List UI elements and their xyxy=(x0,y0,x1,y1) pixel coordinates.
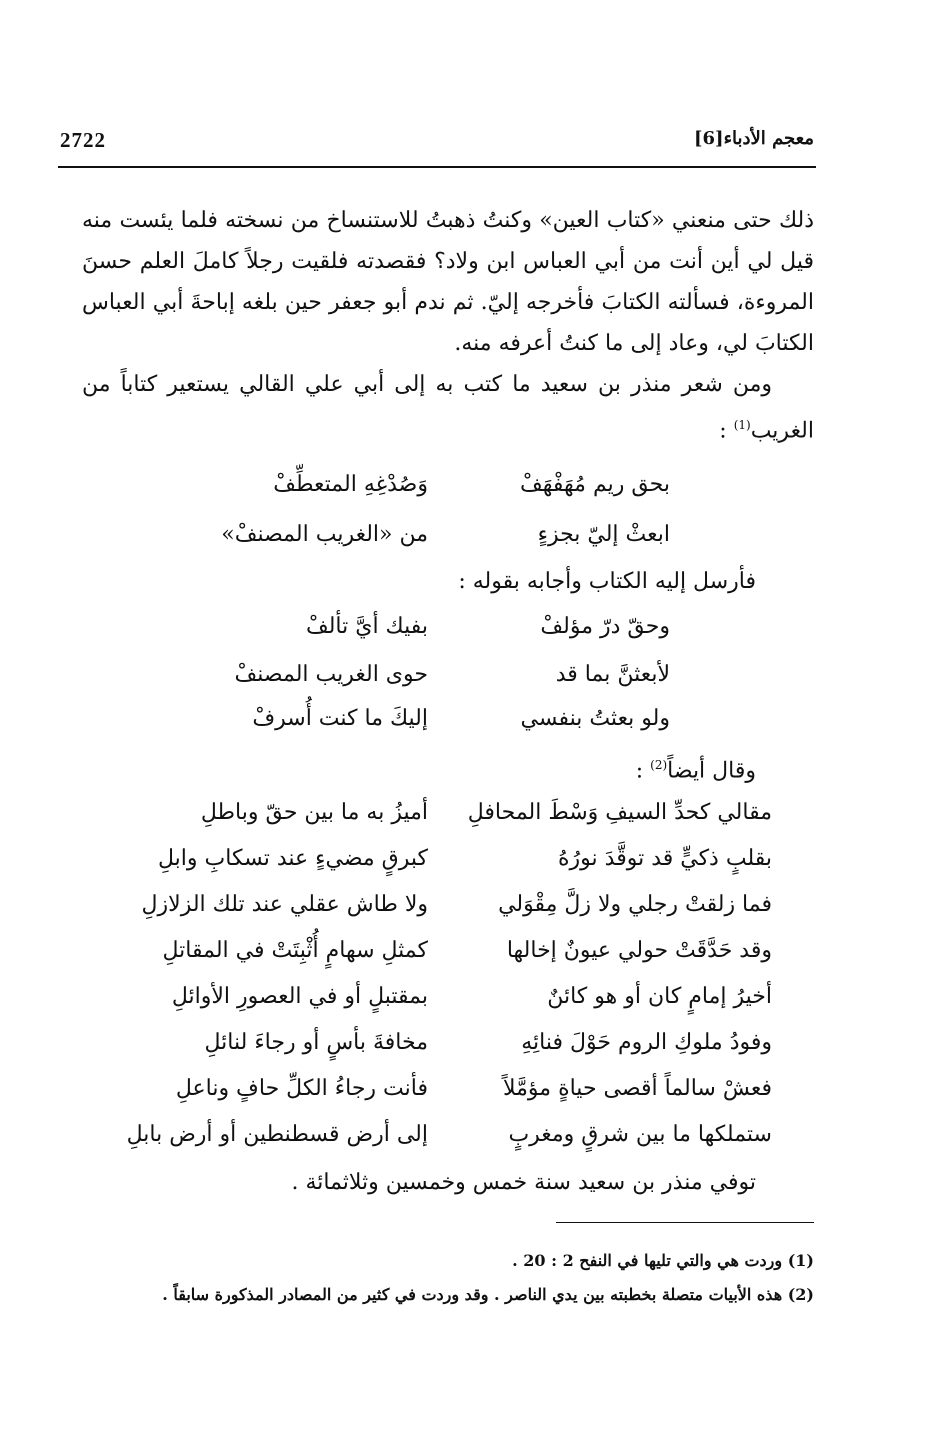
prose-block xyxy=(82,200,814,451)
also-caption-text: وقال أيضاً xyxy=(667,758,756,784)
running-header xyxy=(60,128,814,156)
verse-second-hemistich: فأنت رجاءُ الكلِّ حافٍ وناعلِ xyxy=(175,1076,428,1101)
verse-second-hemistich: إليكَ ما كنت أُسرفْ xyxy=(252,706,428,731)
poem3-verse xyxy=(0,836,938,882)
poem3-verse xyxy=(0,1066,938,1112)
paragraph-1: ذلك حتى منعني «كتاب العين» وكنتُ ذهبتُ للاستنساخ من نسخته فلما يئست منه قيل لي أين أنت من أبي العباس ابن ولاد؟ فقصدته فلقيت رجلاً كاملَ العلم حسنَ المروءة، فسألته الكتابَ فأخرجه إليّ. ثم ندم أبو جعفر حين بلغه إباحةَ أبي العباس الكتابَ لي، وعاد إلى ما كنتُ أعرفه منه. xyxy=(82,208,814,356)
verse-second-hemistich: من «الغريب المصنفْ» xyxy=(221,522,428,547)
verse-first-hemistich: فما زلقتْ رجلي ولا زلَّ مِقْوَلي xyxy=(498,892,772,917)
running-title: معجم الأدباء[6] xyxy=(693,128,814,149)
poem3-verse xyxy=(0,1112,938,1158)
verse-second-hemistich: إلى أرض قسطنطين أو أرض بابلِ xyxy=(126,1122,428,1147)
paragraph-2-text: ومن شعر منذر بن سعيد ما كتب به إلى أبي علي القالي يستعير كتاباً من الغريب xyxy=(82,372,814,444)
footnote-ref-2: (2) xyxy=(650,758,668,772)
poem3-verse xyxy=(0,1020,938,1066)
verse-first-hemistich: وحقّ درّ مؤلفْ xyxy=(540,614,670,639)
verse-first-hemistich: فعشْ سالماً أقصى حياةٍ مؤمَّلاً xyxy=(503,1076,772,1101)
poem1-verse xyxy=(0,512,938,558)
verse-first-hemistich: وفودُ ملوكِ الروم حَوْلَ فنائِهِ xyxy=(521,1030,772,1055)
footnote-ref-1: (1) xyxy=(733,418,751,432)
verse-second-hemistich: وَصُدْغِهِ المتعطِّفْ xyxy=(273,472,428,497)
verse-first-hemistich: ولو بعثتُ بنفسي xyxy=(520,706,670,731)
verse-first-hemistich: مقالي كحدِّ السيفِ وَسْطَ المحافلِ xyxy=(467,800,772,825)
paragraph-2-colon: : xyxy=(719,418,727,444)
footnote-rule xyxy=(556,1222,814,1223)
poem1-verse xyxy=(0,462,938,508)
footnotes xyxy=(100,1244,814,1312)
page-number: 2722 xyxy=(60,128,106,152)
verse-second-hemistich: حوى الغريب المصنفْ xyxy=(234,662,428,687)
verse-second-hemistich: كمثلِ سهامٍ أُثْبِتَتْ في المقاتلِ xyxy=(162,938,428,963)
verse-first-hemistich: أخيرُ إمامٍ كان أو هو كائنٌ xyxy=(547,984,772,1009)
footnote-1: (1) وردت هي والتي تليها في النفح 2 : 20 . xyxy=(512,1251,814,1270)
also-caption-colon: : xyxy=(635,758,644,784)
poem3-verse xyxy=(0,790,938,836)
verse-second-hemistich: مخافةَ بأسٍ أو رجاءَ لنائلِ xyxy=(204,1030,428,1055)
verse-first-hemistich: لأبعثنَّ بما قد xyxy=(555,662,670,687)
verse-second-hemistich: ولا طاش عقلي عند تلك الزلازلِ xyxy=(141,892,428,917)
verse-second-hemistich: أميزُ به ما بين حقّ وباطلِ xyxy=(200,800,428,825)
verse-first-hemistich: بقلبٍ ذكيٍّ قد توقَّدَ نورُهُ xyxy=(558,846,772,871)
verse-first-hemistich: ابعثْ إليّ بجزءٍ xyxy=(537,522,670,547)
poem3-verse xyxy=(0,974,938,1020)
footnote-2: (2) هذه الأبيات متصلة بخطبته بين يدي الناصر . وقد وردت في كثير من المصادر المذكورة سابقاً . xyxy=(162,1285,814,1304)
poem2-verse xyxy=(0,604,938,650)
verse-first-hemistich: ستملكها ما بين شرقٍ ومغربٍ xyxy=(508,1122,772,1147)
verse-second-hemistich: بمقتبلٍ أو في العصورِ الأوائلِ xyxy=(171,984,428,1009)
reply-caption: فأرسل إليه الكتاب وأجابه بقوله : xyxy=(458,569,756,594)
verse-first-hemistich: بحق ريم مُهَفْهَفْ xyxy=(519,472,670,497)
poem2-verse xyxy=(0,652,938,698)
also-caption xyxy=(636,742,756,794)
poem2-verse xyxy=(0,696,938,742)
closing-line: توفي منذر بن سعيد سنة خمس وخمسين وثلاثمائة . xyxy=(291,1170,756,1195)
poem3-verse xyxy=(0,928,938,974)
poem3-verse xyxy=(0,882,938,928)
header-rule xyxy=(58,166,816,168)
verse-second-hemistich: كبرقٍ مضيءٍ عند تسكابِ وابلِ xyxy=(158,846,428,871)
paragraph-2 xyxy=(82,364,814,451)
verse-second-hemistich: بفيك أيَّ تألفْ xyxy=(305,614,428,639)
verse-first-hemistich: وقد حَدَّقَتْ حولي عيونٌ إخالها xyxy=(506,938,772,963)
